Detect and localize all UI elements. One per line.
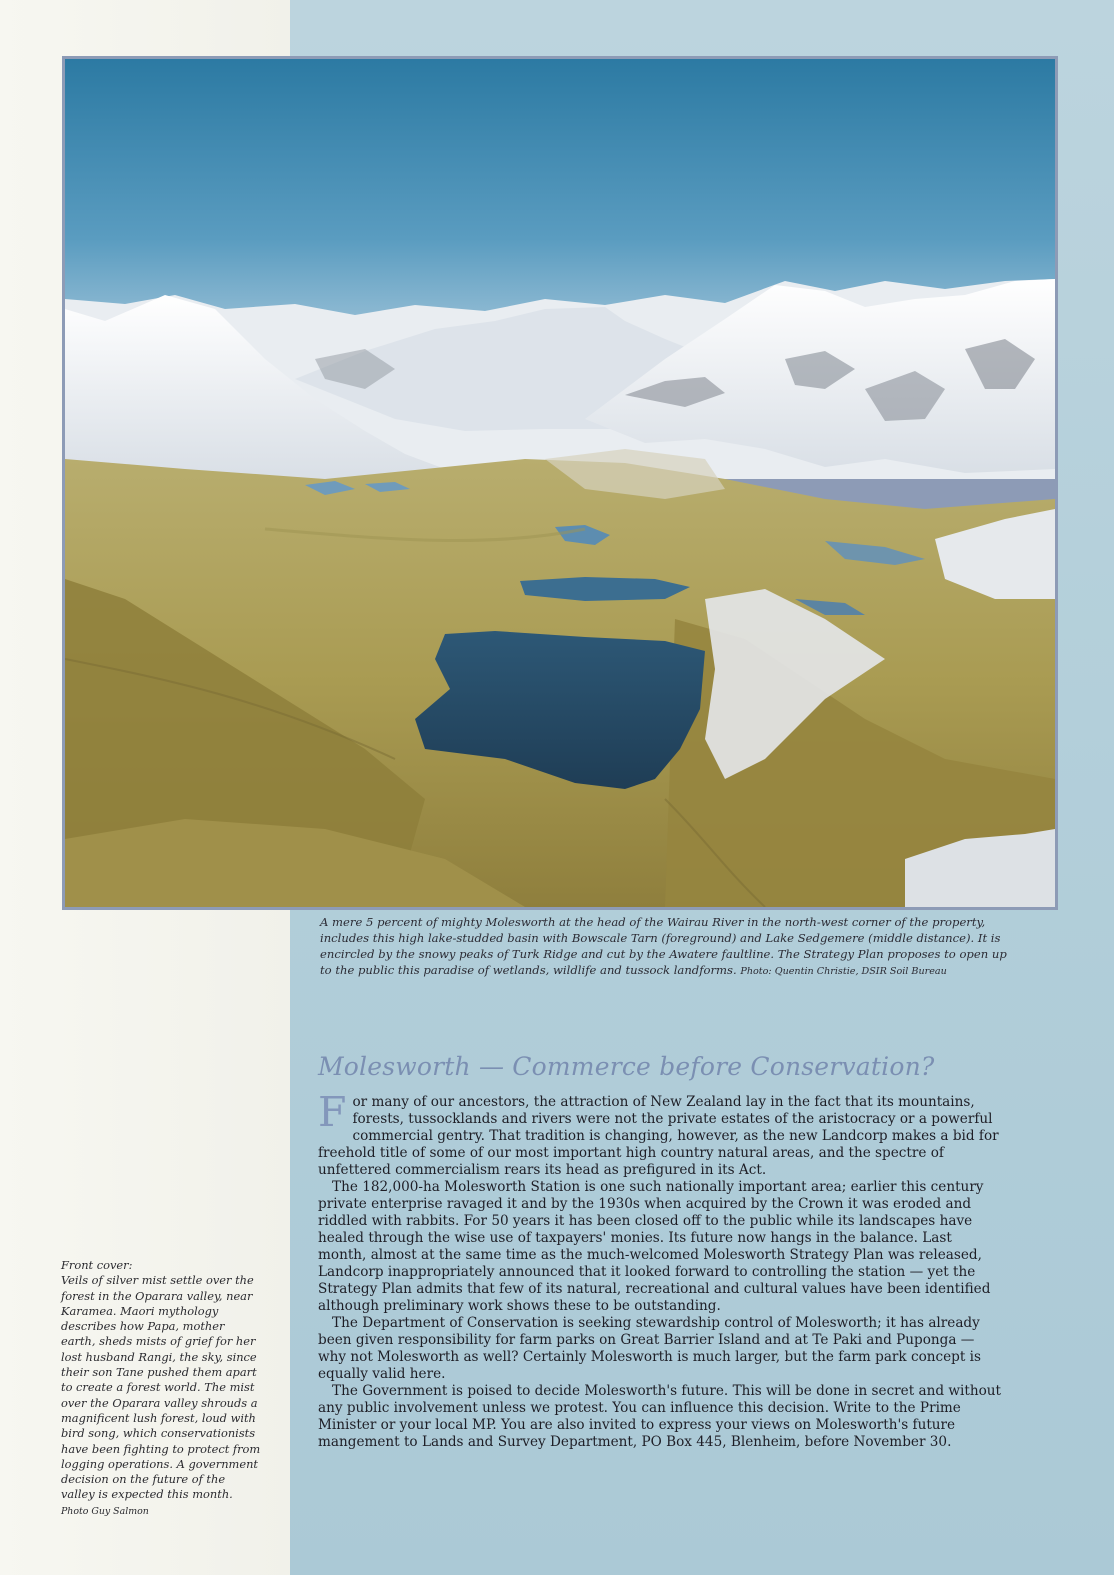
article-paragraph-2: The 182,000-ha Molesworth Station is one such nationally important area; earlier this century private enterprise ravaged it and by the 1930s when acquired by the Crown it was eroded and riddled with rabbits. For 50 years it has been closed off to the public while its landscapes have healed through the wise use of taxpayers' monies. Its future now hangs in the balance. Last month, almost at the same time as the much-welcomed Molesworth Strategy Plan was released, Landcorp inappropriately announced that it looked forward to controlling the station — yet the Strategy Plan admits that few of its natural, recreational and cultural values have been identified although preliminary work shows these to be outstanding. (318, 1179, 991, 1314)
photo-caption (320, 914, 1010, 980)
photo-credit: Photo: Quentin Christie, DSIR Soil Bureau (740, 966, 947, 977)
front-cover-note (61, 1258, 261, 1519)
article-paragraph-4: The Government is poised to decide Molesworth's future. This will be done in secret and without any public involvement unless we protest. You can influence this decision. Write to the Prime Minister or your local MP. You are also invited to express your views on Molesworth's future mangement to Lands and Survey Department, PO Box 445, Blenheim, before November 30. (318, 1383, 1001, 1450)
article-paragraph-3: The Department of Conservation is seeking stewardship control of Molesworth; it has already been given responsibility for farm parks on Great Barrier Island and at Te Paki and Puponga — why not Molesworth as well? Certainly Molesworth is much larger, but the farm park concept is equally valid here. (318, 1315, 981, 1382)
drop-cap: F (318, 1088, 347, 1136)
front-cover-credit: Photo Guy Salmon (61, 1505, 149, 1517)
article-headline: Molesworth — Commerce before Conservation? (318, 1052, 935, 1081)
article-paragraph-1 (318, 1088, 1002, 1179)
article-paragraph-1-text: or many of our ancestors, the attraction of New Zealand lay in the fact that its mountains, forests, tussocklands and rivers were not the private estates of the aristocracy or a powerful commercial gentry. That tradition is changing, however, as the new Landcorp makes a bid for freehold title of some of our most important high country natural areas, and the spectre of unfettered commercialism rears its head as prefigured in its Act. (318, 1094, 999, 1178)
front-cover-label: Front cover: (61, 1258, 133, 1272)
article-body (318, 1088, 1002, 1451)
photo-caption-text: A mere 5 percent of mighty Molesworth at the head of the Wairau River in the north-west corner of the property, includes this high lake-studded basin with Bowscale Tarn (foreground) and Lake Sedgemere (middle distance). It is encircled by the snowy peaks of Turk Ridge and cut by the Awatere faultline. The Strategy Plan proposes to open up to the public this paradise of wetlands, wildlife and tussock landforms. (320, 915, 1007, 977)
landscape-photo (65, 59, 1055, 907)
front-cover-text: Veils of silver mist settle over the forest in the Oparara valley, near Karamea. Maori mythology describes how Papa, mother earth, sheds mists of grief for her lost husband Rangi, the sky, since their son Tane pushed them apart to create a forest world. The mist over the Oparara valley shrouds a magnificent lush forest, loud with bird song, which conservationists have been fighting to protect from logging operations. A government decision on the future of the valley is expected this month. (61, 1273, 261, 1502)
landscape-photo-svg (65, 59, 1055, 907)
photo-frame (62, 56, 1058, 910)
